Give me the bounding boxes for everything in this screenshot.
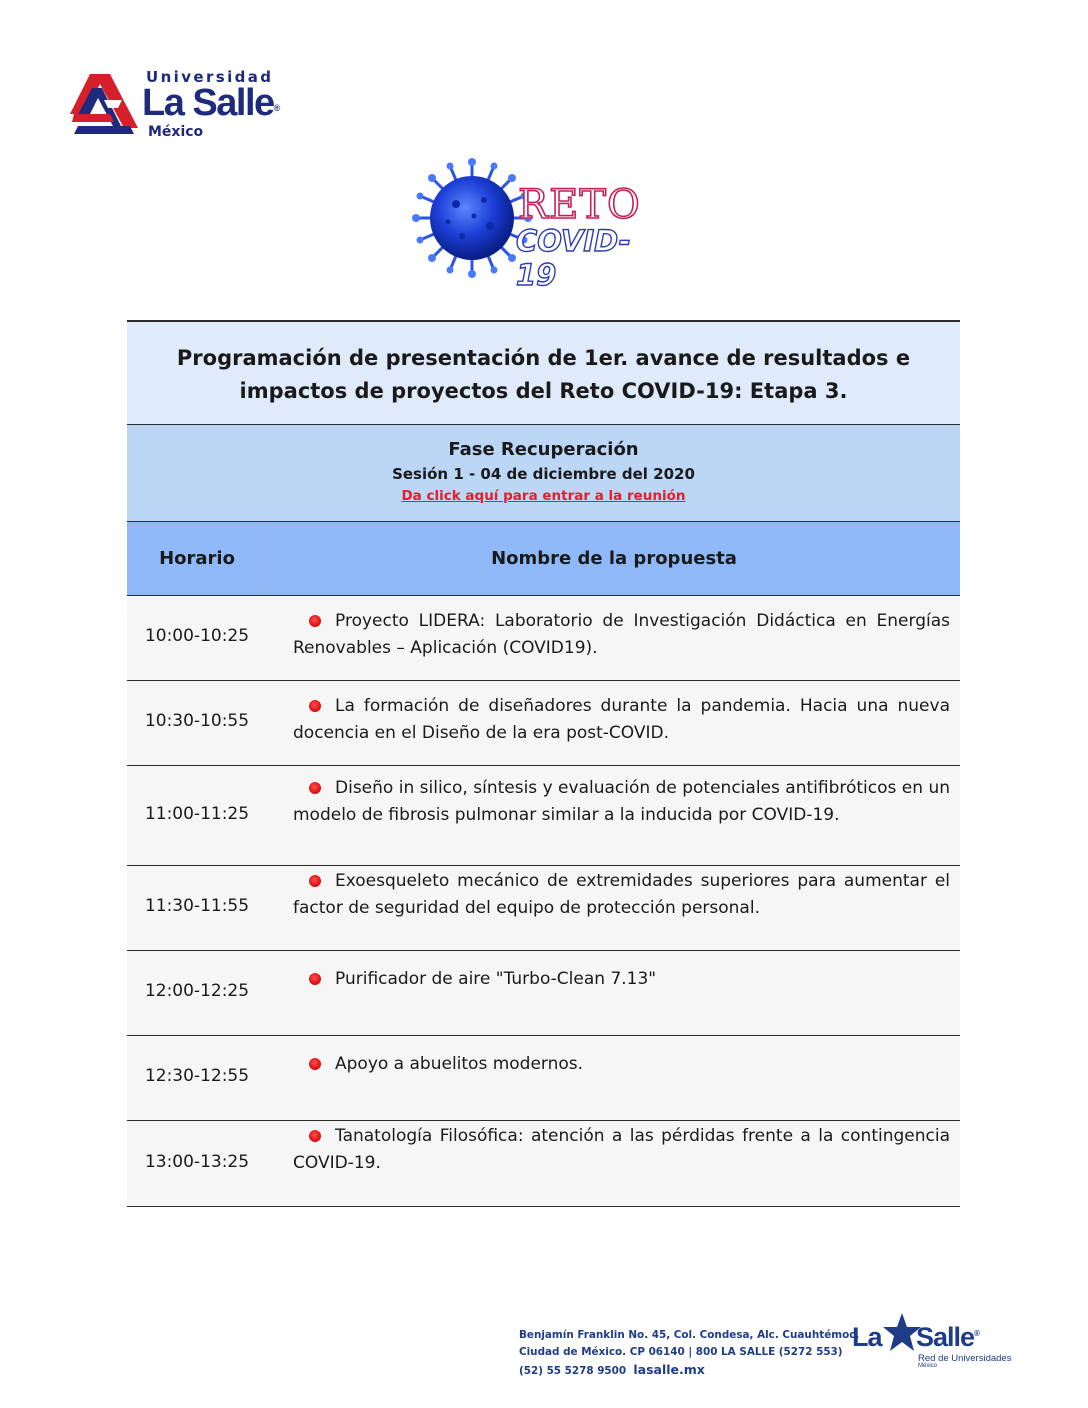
bullet-icon (309, 700, 321, 712)
bullet-icon (309, 1058, 321, 1070)
row-proposal-text: Proyecto LIDERA: Laboratorio de Investigación Didáctica en Energías Renovables – Aplicación (COVID19). (293, 611, 950, 658)
row-proposal-text: Purificador de aire "Turbo-Clean 7.13" (335, 969, 657, 989)
row-proposal-text: Exoesqueleto mecánico de extremidades superiores para aumentar el factor de seguridad del equipo de protección personal. (293, 871, 950, 918)
address-line-3 (519, 1361, 859, 1380)
network-logo-la: La (852, 1322, 882, 1352)
table-header-row (127, 522, 960, 596)
logo-la-salle-text: La Salle® (142, 82, 281, 124)
schedule-table (127, 320, 960, 1207)
network-logo-salle: Salle® (916, 1322, 979, 1352)
row-time: 11:30-11:55 (144, 896, 250, 916)
covid-19-word: COVID-19 (516, 224, 631, 292)
logo-mexico-text: México (148, 124, 204, 140)
footer-address (519, 1327, 859, 1380)
row-proposal (267, 951, 960, 1035)
row-proposal-text: La formación de diseñadores durante la pandemia. Hacia una nueva docencia en el Diseño de la era post-COVID. (293, 696, 950, 743)
table-row (127, 681, 960, 766)
logo-universidad-text: Universidad (146, 68, 274, 86)
la-salle-network-logo (852, 1312, 1022, 1374)
footer-phone: (52) 55 5278 9500 (519, 1365, 627, 1377)
row-proposal (267, 766, 960, 865)
registered-mark: ® (273, 103, 281, 113)
row-time: 13:00-13:25 (144, 1151, 250, 1172)
row-proposal-text: Apoyo a abuelitos modernos. (335, 1054, 584, 1074)
footer-website[interactable]: lasalle.mx (633, 1362, 705, 1377)
bullet-icon (309, 615, 321, 627)
bullet-icon (309, 1130, 321, 1142)
table-row (127, 596, 960, 681)
row-proposal (267, 681, 960, 765)
row-time: 10:00-10:25 (144, 626, 250, 646)
table-row (127, 1036, 960, 1121)
column-header-time: Horario (159, 548, 235, 569)
bullet-icon (309, 875, 321, 887)
table-row (127, 1121, 960, 1207)
reto-word: RETO (518, 182, 641, 228)
row-time: 12:00-12:25 (144, 981, 250, 1001)
row-proposal-text: Tanatología Filosófica: atención a las pérdidas frente a la contingencia COVID-19. (293, 1126, 950, 1173)
row-proposal-text: Diseño in silico, síntesis y evaluación de potenciales antifibróticos en un modelo de fibrosis pulmonar similar a la inducida por COVID-19. (293, 778, 950, 825)
table-row (127, 866, 960, 951)
row-proposal (267, 596, 960, 680)
bullet-icon (309, 973, 321, 985)
phase-block (127, 425, 960, 522)
row-time: 12:30-12:55 (144, 1066, 250, 1086)
table-row (127, 951, 960, 1036)
row-proposal (267, 1121, 960, 1206)
row-proposal (267, 1036, 960, 1120)
bullet-icon (309, 782, 321, 794)
virus-icon (412, 156, 532, 281)
la-salle-star-emblem-icon (70, 70, 140, 138)
network-logo-subtitle: Red de Universidades (918, 1353, 1012, 1364)
row-proposal (267, 866, 960, 950)
table-row (127, 766, 960, 866)
row-time: 10:30-10:55 (144, 711, 250, 731)
universidad-la-salle-logo (70, 68, 290, 148)
network-registered-mark: ® (974, 1329, 979, 1338)
network-logo-country: México (918, 1363, 938, 1369)
schedule-title-block (127, 320, 960, 425)
phase-session: Sesión 1 - 04 de diciembre del 2020 (392, 465, 695, 483)
meeting-link[interactable]: Da click aquí para entrar a la reunión (401, 488, 686, 504)
address-line-2: Ciudad de México. CP 06140 | 800 LA SALLE (5272 553) (519, 1346, 843, 1358)
column-header-name: Nombre de la propuesta (267, 522, 960, 595)
row-time: 11:00-11:25 (144, 803, 250, 824)
reto-covid-logo (412, 156, 662, 292)
address-line-1: Benjamín Franklin No. 45, Col. Condesa, Alc. Cuauhtémoc, (519, 1329, 860, 1341)
schedule-title: Programación de presentación de 1er. avance de resultados e impactos de proyectos del Reto COVID-19: Etapa 3. (176, 346, 911, 403)
phase-name: Fase Recuperación (448, 439, 639, 460)
